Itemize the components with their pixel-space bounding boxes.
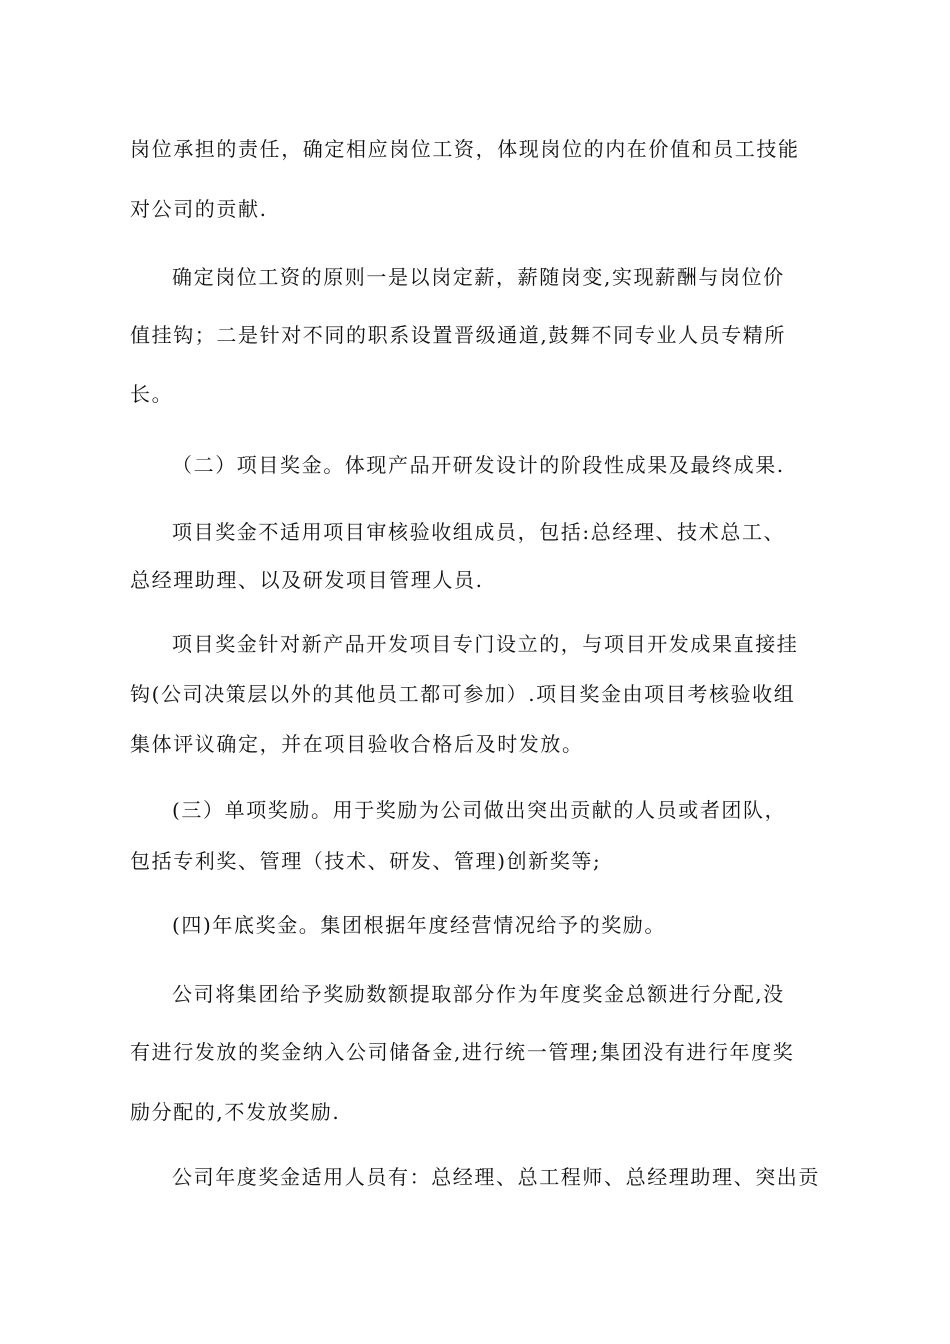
text-line: 励分配的,不发放奖励. [130, 1100, 341, 1124]
text-line: 包括专利奖、管理（技术、研发、管理)创新奖等; [130, 849, 602, 873]
text-line: 公司年度奖金适用人员有：总经理、总工程师、总经理助理、突出贡 [172, 1165, 820, 1189]
text-line: 钩(公司决策层以外的其他员工都可参加）.项目奖金由项目考核验收组 [130, 682, 796, 706]
text-line: 项目奖金针对新产品开发项目专门设立的，与项目开发成果直接挂 [172, 632, 799, 656]
text-line: （二）项目奖金。体现产品开研发设计的阶段性成果及最终成果. [172, 453, 785, 477]
text-line: 对公司的贡献. [130, 197, 268, 221]
text-line: 总经理助理、以及研发项目管理人员. [130, 568, 484, 592]
text-line: (四)年底奖金。集团根据年度经营情况给予的奖励。 [172, 913, 667, 937]
text-line: 集体评议确定，并在项目验收合格后及时发放。 [130, 732, 584, 756]
text-line: 确定岗位工资的原则一是以岗定薪，薪随岗变,实现薪酬与岗位价 [172, 265, 785, 289]
text-line: 长。 [130, 382, 174, 406]
text-line: 值挂钩；二是针对不同的职系设置晋级通道,鼓舞不同专业人员专精所 [130, 323, 786, 347]
text-line: 项目奖金不适用项目审核验收组成员，包括:总经理、技术总工、 [172, 520, 786, 544]
text-line: 有进行发放的奖金纳入公司储备金,进行统一管理;集团没有进行年度奖 [130, 1040, 795, 1064]
text-line: (三）单项奖励。用于奖励为公司做出突出贡献的人员或者团队， [172, 798, 787, 822]
text-line: 岗位承担的责任，确定相应岗位工资，体现岗位的内在价值和员工技能 [130, 137, 800, 161]
text-line: 公司将集团给予奖励数额提取部分作为年度奖金总额进行分配,没 [172, 982, 785, 1006]
